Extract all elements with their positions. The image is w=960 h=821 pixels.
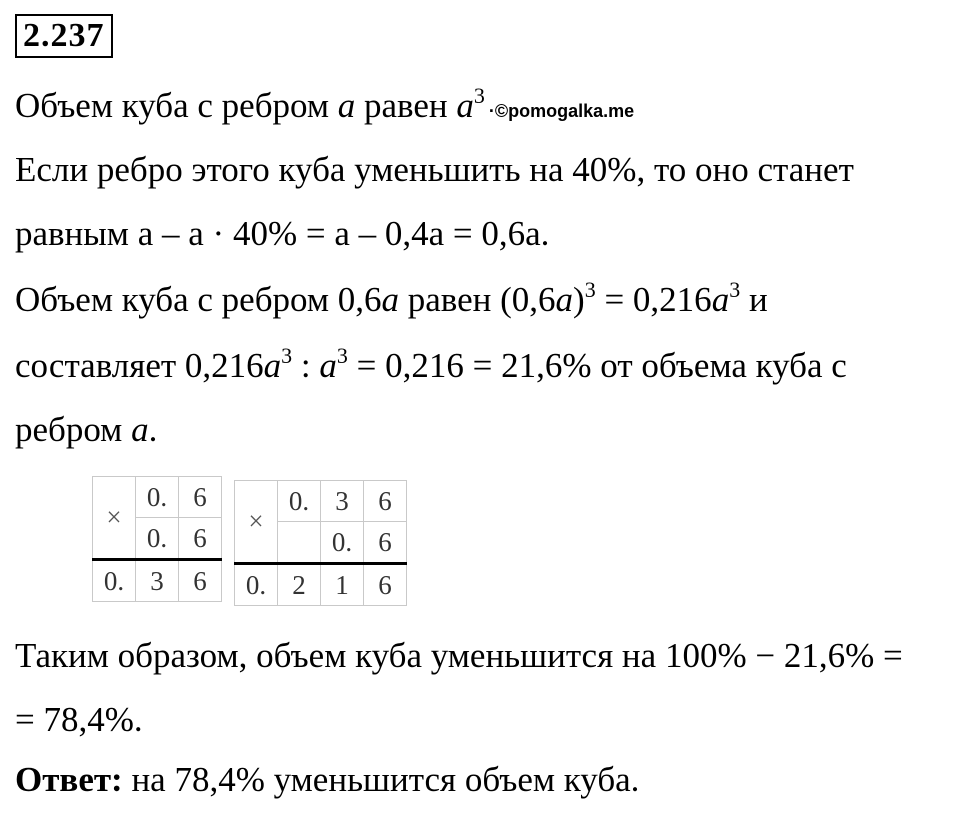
text-segment: = 0,216 <box>595 280 712 319</box>
variable-a: a <box>131 410 149 449</box>
multiplication-grid-1 <box>92 476 222 602</box>
grid-cell: 6 <box>364 564 407 606</box>
grid-cell: 3 <box>321 481 364 522</box>
text-segment: Объем куба с ребром <box>15 86 329 125</box>
exponent: 3 <box>473 83 485 108</box>
problem-number: 2.237 <box>15 14 113 58</box>
answer-label: Ответ: <box>15 760 123 799</box>
text-segment: составляет 0,216 <box>15 346 264 385</box>
text-segment: : <box>292 346 320 385</box>
grid-cell: 0. <box>278 481 321 522</box>
multiplication-grid-2 <box>234 480 407 606</box>
grid-cell: 2 <box>278 564 321 606</box>
text-line-5 <box>15 343 847 386</box>
variable-a: a <box>456 86 474 125</box>
grid-cell: 6 <box>179 477 222 518</box>
math-expression: a – a · 40% = a – 0,4a = 0,6a. <box>137 214 550 253</box>
grid-cell: 1 <box>321 564 364 606</box>
variable-a: a <box>555 280 574 319</box>
variable-a: a <box>319 346 337 385</box>
text-segment: равным <box>15 214 129 253</box>
exponent: 3 <box>729 277 741 302</box>
multiply-sign: × <box>93 477 136 560</box>
text-line-1 <box>15 83 635 126</box>
text-segment: Объем куба с ребром 0,6 <box>15 280 382 319</box>
text-line-4 <box>15 277 768 320</box>
text-segment: равен <box>364 86 448 125</box>
exponent: 3 <box>584 277 596 302</box>
text-segment: . <box>148 410 158 449</box>
grid-cell: 6 <box>179 560 222 602</box>
text-segment: равен (0,6 <box>407 280 556 319</box>
variable-a: a <box>337 86 356 125</box>
grid-cell: 6 <box>179 518 222 560</box>
text-segment: = 0,216 = 21,6% от объема куба с <box>347 346 847 385</box>
grid-cell: 0. <box>235 564 278 606</box>
variable-a: a <box>711 280 730 319</box>
grid-cell <box>278 522 321 564</box>
text-line-3 <box>15 214 549 254</box>
text-segment: ) <box>573 280 585 319</box>
grid-cell: 0. <box>321 522 364 564</box>
variable-a: a <box>381 280 399 319</box>
exponent: 3 <box>336 343 348 368</box>
text-line-2: Если ребро этого куба уменьшить на 40%, то оно станет <box>15 150 854 189</box>
answer-line <box>15 760 639 800</box>
text-segment: ребром <box>15 410 123 449</box>
variable-a: a <box>263 346 282 385</box>
multiply-sign: × <box>235 481 278 564</box>
text-line-7: Таким образом, объем куба уменьшится на 100% − 21,6% = <box>15 636 903 675</box>
grid-cell: 3 <box>136 560 179 602</box>
answer-text: на 78,4% уменьшится объем куба. <box>122 760 640 799</box>
grid-cell: 0. <box>136 518 179 560</box>
text-segment: и <box>740 280 768 319</box>
watermark: ·©pomogalka.me <box>488 101 635 121</box>
exponent: 3 <box>281 343 293 368</box>
grid-cell: 0. <box>136 477 179 518</box>
text-line-6 <box>15 410 157 450</box>
grid-cell: 6 <box>364 481 407 522</box>
grid-cell: 0. <box>93 560 136 602</box>
grid-cell: 6 <box>364 522 407 564</box>
text-line-8: = 78,4%. <box>15 700 143 739</box>
